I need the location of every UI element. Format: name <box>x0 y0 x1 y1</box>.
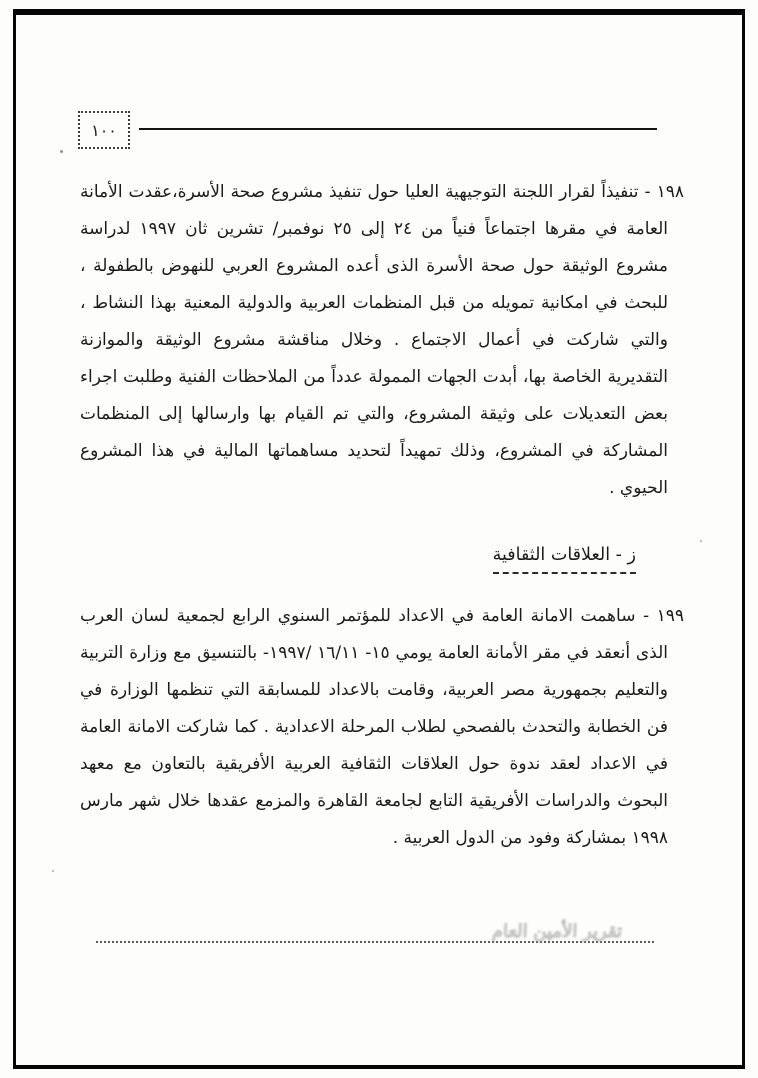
section-heading-label: ز - العلاقات الثقافية <box>493 545 636 574</box>
header-rule <box>139 128 657 130</box>
paragraph-199-text: ساهمت الامانة العامة في الاعداد للمؤتمر السنوي الرابع لجمعية لسان العرب الذى أنعقد في مقر الأمانة العامة يومي ١٥- ١٦/١١ /١٩٩٧- بالتنسيق مع وزارة التربية والتعليم بجمهورية مصر العربية، وقامت بالاعداد للمسابقة التي تنظمها الوزارة في فن الخطابة والتحدث بالفصحي لطلاب المرحلة الاعدادية . كما شاركت الامانة العامة في الاعداد لعقد ندوة حول العلاقات الثقافية العربية الأفريقية بالتعاون مع معهد البحوث والدراسات الأفريقية التابع لجامعة القاهرة والمزمع عقدها خلال شهر مارس ١٩٩٨ بمشاركة وفود من الدول العربية . <box>80 606 668 848</box>
page-number: ١٠٠ <box>91 120 117 140</box>
page-number-box <box>78 111 130 149</box>
paragraph-199 <box>80 598 684 857</box>
paragraph-198 <box>80 174 684 507</box>
paragraph-198-number: ١٩٨ - <box>644 182 685 202</box>
footer-stamp: تقرير الأمين العام <box>491 921 623 942</box>
scan-speck <box>60 150 63 153</box>
page-content <box>80 174 684 857</box>
section-heading-cultural-relations <box>80 537 636 574</box>
scan-speck <box>700 540 702 542</box>
paragraph-198-text: تنفيذاً لقرار اللجنة التوجيهية العليا حول تنفيذ مشروع صحة الأسرة،عقدت الأمانة العامة في مقرها اجتماعاً فنياً من ٢٤ إلى ٢٥ نوفمبر/ تشرين ثان ١٩٩٧ لدراسة مشروع الوثيقة حول صحة الأسرة الذى أعده المشروع العربي للنهوض بالطفولة ، للبحث في امكانية تمويله من قبل المنظمات العربية والدولية المعنية بهذا النشاط ، والتي شاركت في أعمال الاجتماع . وخلال مناقشة مشروع الوثيقة والموازنة التقديرية الخاصة بها، أبدت الجهات الممولة عدداً من الملاحظات الفنية وطلبت اجراء بعض التعديلات على وثيقة المشروع، والتي تم القيام بها وارسالها إلى المنظمات المشاركة في المشروع، وذلك تمهيداً لتحديد مساهماتها المالية في هذا المشروع الحيوي . <box>80 182 668 498</box>
paragraph-199-number: ١٩٩ - <box>642 606 684 626</box>
scan-speck <box>52 870 54 872</box>
